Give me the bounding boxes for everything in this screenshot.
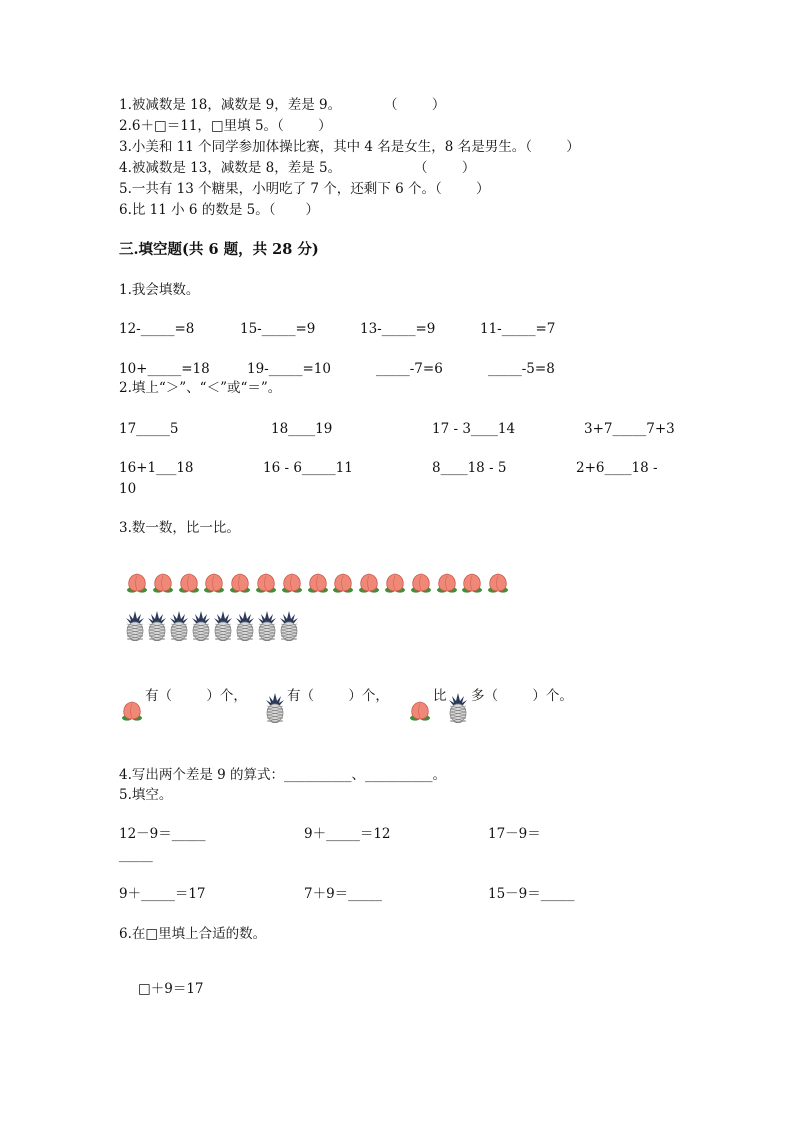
q2-r2-c3: 8____18 - 5 <box>432 460 507 476</box>
q1-r1-c4: 11-_____=7 <box>480 321 556 337</box>
peach-icon <box>203 572 225 594</box>
q1-r2-c4: _____-5=8 <box>488 361 555 377</box>
judge-item-2: 2.6＋□＝11，□里填 5。（ ） <box>119 118 332 134</box>
q1-title: 1.我会填数。 <box>119 282 200 298</box>
peach-icon <box>255 572 277 594</box>
q5-r1-c2: 9＋_____＝12 <box>304 826 391 842</box>
peach-icon <box>178 572 200 594</box>
pineapple-icon <box>256 611 278 641</box>
peach-icon <box>229 572 251 594</box>
q2-r1-c3: 17 - 3____14 <box>432 421 516 437</box>
q2-r2-c4: 2+6____18 - <box>576 460 658 476</box>
peach-icon <box>487 572 509 594</box>
q6-title: 6.在□里填上合适的数。 <box>119 926 267 942</box>
pineapple-icon <box>212 611 234 641</box>
q3-sentence-part1: 有（ ）个， <box>145 688 247 704</box>
pineapple-icon <box>124 611 146 641</box>
peach-icon <box>461 572 483 594</box>
q6-equation: □＋9＝17 <box>138 981 204 997</box>
q2-r1-c4: 3+7_____7+3 <box>584 421 675 437</box>
q5-r2-c3: 15－9＝_____ <box>488 886 575 902</box>
judge-item-3: 3.小美和 11 个同学参加体操比赛，其中 4 名是女生，8 名是男生。（ ） <box>119 139 580 155</box>
q5-r1-c1: 12－9＝_____ <box>119 826 206 842</box>
peach-icon <box>126 572 148 594</box>
pineapple-icon <box>278 611 300 641</box>
q1-r2-c2: 19-_____=10 <box>247 361 331 377</box>
peach-icon <box>384 572 406 594</box>
peach-icon <box>332 572 354 594</box>
q5-title: 5.填空。 <box>119 787 173 803</box>
q3-sentence-part2: 有（ ）个， <box>287 688 389 704</box>
peach-icon <box>409 700 431 722</box>
q5-r1-c3: 17－9＝ <box>488 826 541 842</box>
section-heading: 三.填空题(共 6 题，共 28 分) <box>119 241 319 258</box>
pineapple-icon <box>447 693 469 723</box>
pineapple-icon <box>234 611 256 641</box>
judge-item-6: 6.比 11 小 6 的数是 5。（ ） <box>119 202 319 218</box>
q5-r2-c2: 7＋9＝_____ <box>304 886 382 902</box>
pineapple-icon <box>146 611 168 641</box>
q4-title: 4.写出两个差是 9 的算式：__________、__________。 <box>119 767 447 783</box>
q3-title: 3.数一数，比一比。 <box>119 520 240 536</box>
q1-r2-c3: _____-7=6 <box>376 361 443 377</box>
q5-r2-c1: 9＋_____＝17 <box>119 886 206 902</box>
q3-sentence-part4: 多（ ）个。 <box>471 688 573 704</box>
q2-r1-c1: 17_____5 <box>119 421 179 437</box>
peach-icon <box>436 572 458 594</box>
pineapple-icon <box>190 611 212 641</box>
peach-icon <box>358 572 380 594</box>
peach-icon <box>152 572 174 594</box>
peach-icon <box>307 572 329 594</box>
judge-item-5: 5.一共有 13 个糖果，小明吃了 7 个，还剩下 6 个。（ ） <box>119 181 490 197</box>
q1-r1-c2: 15-_____=9 <box>240 321 316 337</box>
q5-r1-wrap: _____ <box>119 847 153 863</box>
q1-r2-c1: 10+_____=18 <box>119 361 210 377</box>
peach-icon <box>281 572 303 594</box>
pineapple-icon <box>168 611 190 641</box>
q1-r1-c3: 13-_____=9 <box>360 321 436 337</box>
peach-icon <box>121 700 143 722</box>
q2-title: 2.填上“＞”、“＜”或“＝”。 <box>119 380 282 396</box>
q3-sentence-part3: 比 <box>433 688 447 704</box>
q1-r1-c1: 12-_____=8 <box>119 321 195 337</box>
judge-item-4: 4.被减数是 13，减数是 8，差是 5。 （ ） <box>119 160 476 176</box>
q2-r2-wrap: 10 <box>119 481 137 497</box>
q2-r2-c2: 16 - 6_____11 <box>263 460 353 476</box>
peach-icon <box>410 572 432 594</box>
judge-item-1: 1.被减数是 18，减数是 9，差是 9。 （ ） <box>119 97 446 113</box>
pineapple-icon <box>264 693 286 723</box>
q2-r1-c2: 18____19 <box>271 421 333 437</box>
q2-r2-c1: 16+1___18 <box>119 460 194 476</box>
